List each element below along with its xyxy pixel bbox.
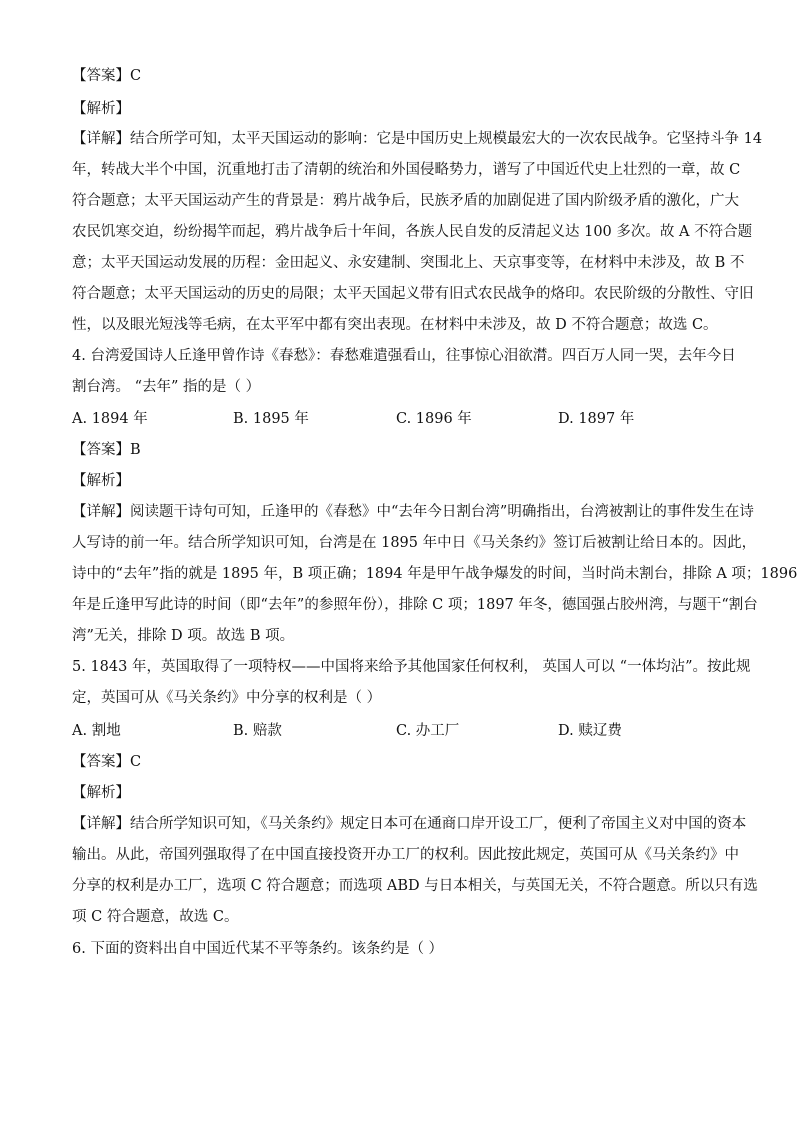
q4-detail-line: 【详解】阅读题干诗句可知，丘逢甲的《春愁》中“去年今日割台湾”明确指出，台湾被割让的事件发生在诗 [72, 504, 754, 520]
q5-stem-line: 定，英国可从《马关条约》中分享的权利是（ ） [72, 690, 382, 706]
q5-option-a: A. 割地 [72, 723, 121, 739]
q3-detail-line: 意；太平天国运动发展的历程：金田起义、永安建制、突围北上、天京事变等，在材料中未涉及，故 B 不 [72, 255, 745, 271]
q5-stem-line: 5. 1843 年，英国取得了一项特权——中国将来给予其他国家任何权利， 英国人可以 “一体均沾”。按此规 [72, 659, 751, 675]
q4-analysis-label: 【解析】 [72, 473, 130, 489]
q4-option-b: B. 1895 年 [233, 411, 309, 427]
q4-option-d: D. 1897 年 [558, 411, 635, 427]
q4-detail-line: 诗中的“去年”指的就是 1895 年，B 项正确；1894 年是甲午战争爆发的时间，当时尚未割台，排除 A 项；1896 [72, 566, 797, 582]
q4-answer: 【答案】B [72, 442, 141, 458]
q4-detail-line: 湾”无关，排除 D 项。故选 B 项。 [72, 628, 295, 644]
q3-detail-line: 年，转战大半个中国，沉重地打击了清朝的统治和外国侵略势力，谱写了中国近代史上壮烈的一章，故 C [72, 162, 741, 178]
q3-detail-line: 符合题意；太平天国运动产生的背景是：鸦片战争后，民族矛盾的加剧促进了国内阶级矛盾的激化，广大 [72, 193, 739, 209]
q5-detail-line: 项 C 符合题意，故选 C。 [72, 909, 239, 925]
q3-analysis-label: 【解析】 [72, 101, 130, 117]
q5-option-c: C. 办工厂 [396, 723, 460, 739]
q4-option-a: A. 1894 年 [72, 411, 148, 427]
q5-detail-line: 分享的权利是办工厂，选项 C 符合题意；而选项 ABD 与日本相关，与英国无关，不符合题意。所以只有选 [72, 878, 758, 894]
q4-detail-line: 年是丘逢甲写此诗的时间（即“去年”的参照年份），排除 C 项；1897 年冬，德国强占胶州湾，与题干“割台 [72, 597, 758, 613]
q4-detail-line: 人写诗的前一年。结合所学知识可知，台湾是在 1895 年中日《马关条约》签订后被割让给日本的。因此， [72, 535, 757, 551]
q3-detail-line: 农民饥寒交迫，纷纷揭竿而起，鸦片战争后十年间，各族人民自发的反清起义达 100 多次。故 A 不符合题 [72, 224, 753, 240]
q4-stem-line: 4. 台湾爱国诗人丘逢甲曾作诗《春愁》：春愁难遣强看山，往事惊心泪欲潸。四百万人同一哭，去年今日 [72, 348, 736, 364]
q3-detail-line: 性，以及眼光短浅等毛病，在太平军中都有突出表现。在材料中未涉及，故 D 不符合题意；故选 C。 [72, 317, 718, 333]
q5-answer: 【答案】C [72, 754, 142, 770]
q4-stem-line: 割台湾。 “去年” 指的是（ ） [72, 379, 261, 395]
q6-stem: 6. 下面的资料出自中国近代某不平等条约。该条约是（ ） [72, 941, 444, 957]
q5-option-d: D. 赎辽费 [558, 723, 622, 739]
q3-detail-line: 【详解】结合所学可知，太平天国运动的影响：它是中国历史上规模最宏大的一次农民战争。它坚持斗争 14 [72, 131, 763, 147]
q5-detail-line: 【详解】结合所学知识可知，《马关条约》规定日本可在通商口岸开设工厂，便利了帝国主义对中国的资本 [72, 816, 747, 832]
q5-option-b: B. 赔款 [233, 723, 282, 739]
q5-analysis-label: 【解析】 [72, 785, 130, 801]
q3-detail-line: 符合题意；太平天国运动的历史的局限；太平天国起义带有旧式农民战争的烙印。农民阶级的分散性、守旧 [72, 286, 754, 302]
q3-answer: 【答案】C [72, 68, 142, 84]
q4-option-c: C. 1896 年 [396, 411, 472, 427]
q5-detail-line: 输出。从此，帝国列强取得了在中国直接投资开办工厂的权利。因此按此规定，英国可从《马关条约》中 [72, 847, 739, 863]
